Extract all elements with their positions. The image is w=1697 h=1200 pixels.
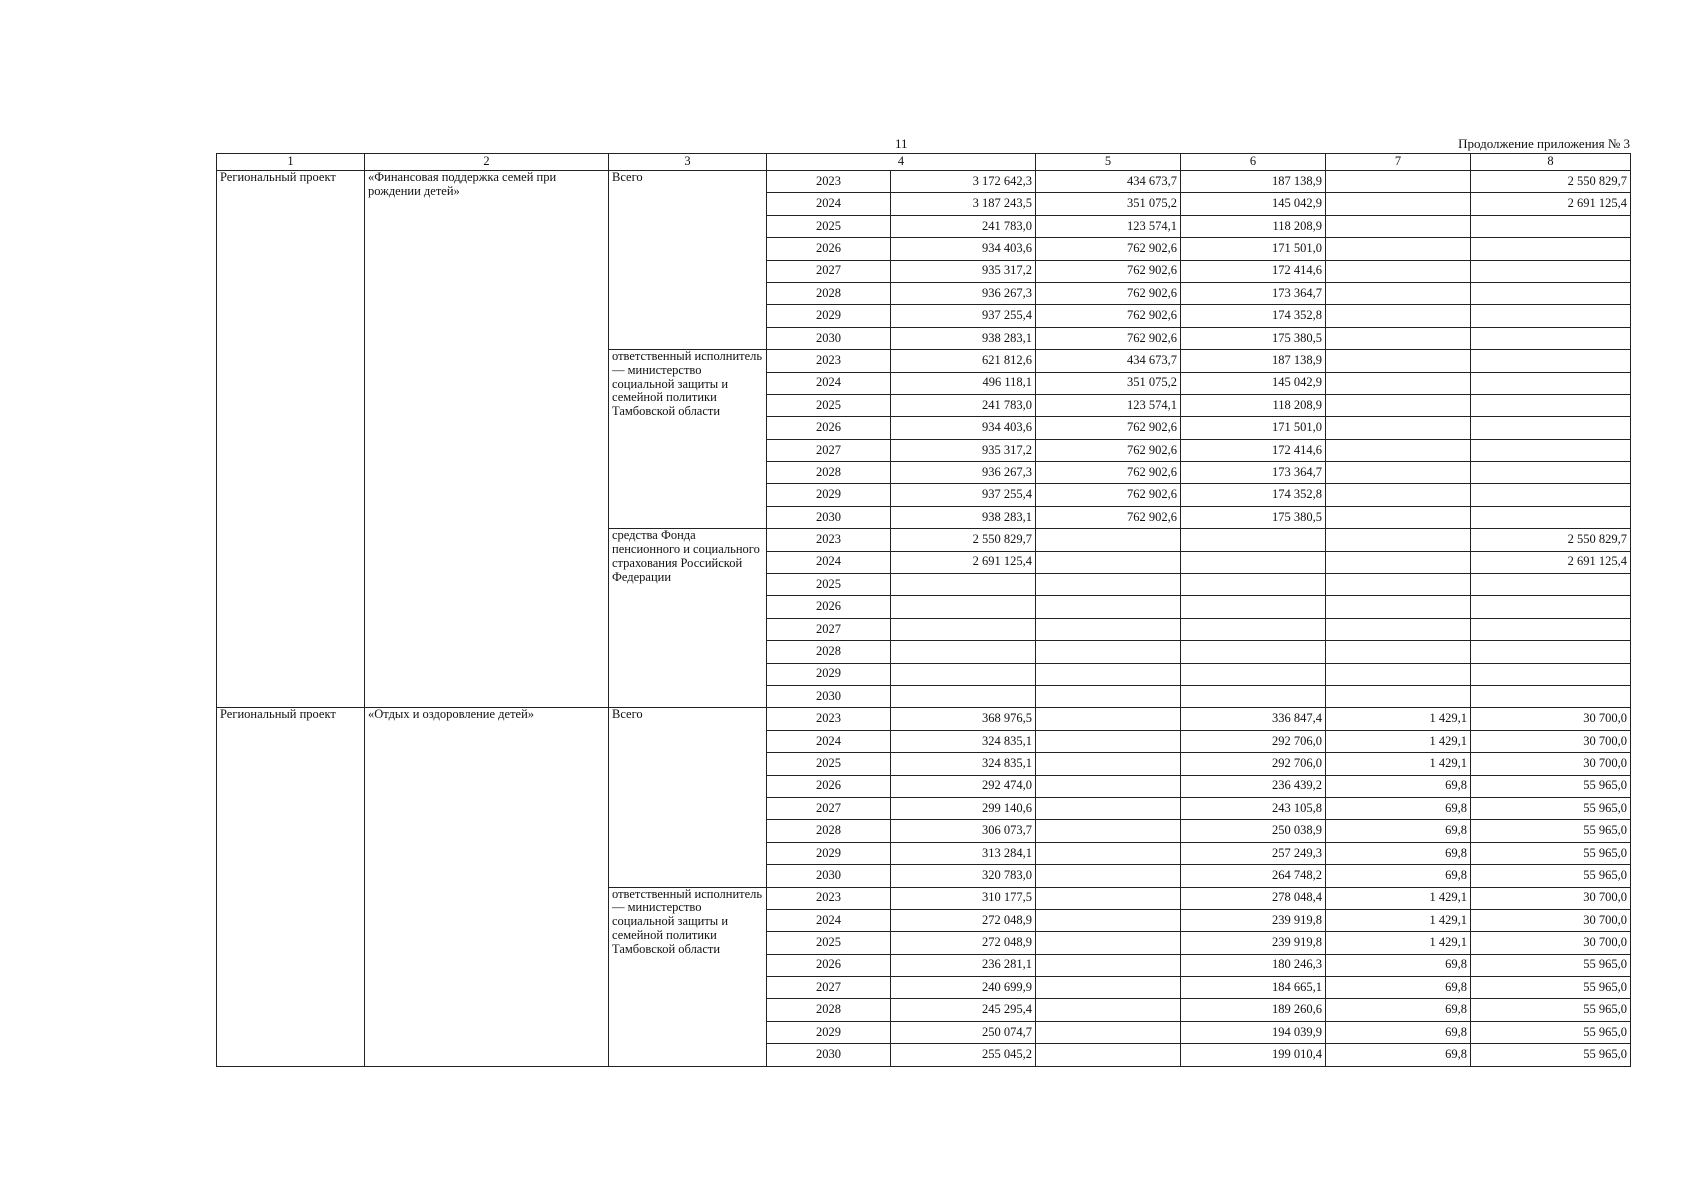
column-header: 2 — [365, 154, 609, 171]
column-header: 6 — [1181, 154, 1326, 171]
year-cell: 2027 — [767, 439, 891, 461]
other-amount-cell — [1471, 663, 1631, 685]
funding-source-cell: Всего — [609, 708, 767, 887]
year-cell: 2026 — [767, 596, 891, 618]
local-amount-cell — [1326, 641, 1471, 663]
total-amount-cell: 938 283,1 — [891, 327, 1036, 349]
funding-source-cell: ответственный исполнитель — министерство социальной защиты и семейной политики Тамбовской области — [609, 350, 767, 529]
funding-source-cell: Всего — [609, 171, 767, 350]
year-cell: 2027 — [767, 977, 891, 999]
year-cell: 2026 — [767, 417, 891, 439]
total-amount-cell: 272 048,9 — [891, 909, 1036, 931]
total-amount-cell: 3 187 243,5 — [891, 193, 1036, 215]
total-amount-cell: 935 317,2 — [891, 439, 1036, 461]
table-body — [217, 171, 1631, 1067]
federal-amount-cell: 351 075,2 — [1036, 193, 1181, 215]
regional-amount-cell: 187 138,9 — [1181, 350, 1326, 372]
year-cell: 2025 — [767, 932, 891, 954]
other-amount-cell: 55 965,0 — [1471, 820, 1631, 842]
total-amount-cell: 936 267,3 — [891, 282, 1036, 304]
year-cell: 2025 — [767, 574, 891, 596]
local-amount-cell — [1326, 171, 1471, 193]
column-header: 8 — [1471, 154, 1631, 171]
regional-amount-cell — [1181, 529, 1326, 551]
federal-amount-cell: 762 902,6 — [1036, 260, 1181, 282]
local-amount-cell: 1 429,1 — [1326, 708, 1471, 730]
local-amount-cell — [1326, 663, 1471, 685]
other-amount-cell — [1471, 327, 1631, 349]
regional-amount-cell: 336 847,4 — [1181, 708, 1326, 730]
other-amount-cell: 30 700,0 — [1471, 932, 1631, 954]
local-amount-cell — [1326, 282, 1471, 304]
regional-amount-cell: 118 208,9 — [1181, 394, 1326, 416]
table-row — [217, 708, 1631, 730]
year-cell: 2024 — [767, 372, 891, 394]
year-cell: 2029 — [767, 305, 891, 327]
year-cell: 2027 — [767, 797, 891, 819]
regional-amount-cell: 118 208,9 — [1181, 215, 1326, 237]
year-cell: 2028 — [767, 820, 891, 842]
total-amount-cell: 934 403,6 — [891, 238, 1036, 260]
regional-amount-cell: 173 364,7 — [1181, 462, 1326, 484]
year-cell: 2030 — [767, 327, 891, 349]
federal-amount-cell — [1036, 574, 1181, 596]
year-cell: 2024 — [767, 909, 891, 931]
other-amount-cell — [1471, 215, 1631, 237]
regional-amount-cell: 187 138,9 — [1181, 171, 1326, 193]
column-header: 4 — [767, 154, 1036, 171]
project-type-cell: Региональный проект — [217, 171, 365, 708]
other-amount-cell — [1471, 372, 1631, 394]
regional-amount-cell — [1181, 685, 1326, 707]
regional-amount-cell: 171 501,0 — [1181, 417, 1326, 439]
federal-amount-cell: 434 673,7 — [1036, 171, 1181, 193]
other-amount-cell: 30 700,0 — [1471, 887, 1631, 909]
regional-amount-cell — [1181, 551, 1326, 573]
federal-amount-cell — [1036, 865, 1181, 887]
regional-amount-cell: 189 260,6 — [1181, 999, 1326, 1021]
year-cell: 2030 — [767, 865, 891, 887]
year-cell: 2030 — [767, 1044, 891, 1066]
other-amount-cell: 55 965,0 — [1471, 775, 1631, 797]
federal-amount-cell — [1036, 1021, 1181, 1043]
total-amount-cell: 935 317,2 — [891, 260, 1036, 282]
total-amount-cell: 241 783,0 — [891, 215, 1036, 237]
local-amount-cell: 1 429,1 — [1326, 730, 1471, 752]
regional-amount-cell — [1181, 574, 1326, 596]
other-amount-cell: 55 965,0 — [1471, 797, 1631, 819]
other-amount-cell: 55 965,0 — [1471, 999, 1631, 1021]
federal-amount-cell: 762 902,6 — [1036, 506, 1181, 528]
column-number-row — [217, 154, 1631, 171]
year-cell: 2023 — [767, 708, 891, 730]
column-header: 3 — [609, 154, 767, 171]
federal-amount-cell: 762 902,6 — [1036, 238, 1181, 260]
regional-amount-cell: 243 105,8 — [1181, 797, 1326, 819]
federal-amount-cell — [1036, 730, 1181, 752]
year-cell: 2030 — [767, 506, 891, 528]
regional-amount-cell: 145 042,9 — [1181, 193, 1326, 215]
total-amount-cell: 310 177,5 — [891, 887, 1036, 909]
regional-amount-cell: 174 352,8 — [1181, 484, 1326, 506]
local-amount-cell — [1326, 506, 1471, 528]
total-amount-cell: 934 403,6 — [891, 417, 1036, 439]
regional-amount-cell — [1181, 596, 1326, 618]
column-header: 1 — [217, 154, 365, 171]
year-cell: 2030 — [767, 685, 891, 707]
federal-amount-cell — [1036, 618, 1181, 640]
federal-amount-cell: 434 673,7 — [1036, 350, 1181, 372]
other-amount-cell: 30 700,0 — [1471, 708, 1631, 730]
regional-amount-cell — [1181, 663, 1326, 685]
total-amount-cell: 2 550 829,7 — [891, 529, 1036, 551]
year-cell: 2025 — [767, 215, 891, 237]
other-amount-cell — [1471, 641, 1631, 663]
year-cell: 2027 — [767, 260, 891, 282]
other-amount-cell: 55 965,0 — [1471, 842, 1631, 864]
other-amount-cell: 55 965,0 — [1471, 1021, 1631, 1043]
federal-amount-cell: 762 902,6 — [1036, 462, 1181, 484]
year-cell: 2023 — [767, 529, 891, 551]
project-name-cell: «Финансовая поддержка семей при рождении детей» — [365, 171, 609, 708]
local-amount-cell — [1326, 529, 1471, 551]
other-amount-cell — [1471, 618, 1631, 640]
regional-amount-cell: 257 249,3 — [1181, 842, 1326, 864]
federal-amount-cell: 123 574,1 — [1036, 394, 1181, 416]
local-amount-cell: 1 429,1 — [1326, 753, 1471, 775]
total-amount-cell: 299 140,6 — [891, 797, 1036, 819]
total-amount-cell: 313 284,1 — [891, 842, 1036, 864]
total-amount-cell: 324 835,1 — [891, 730, 1036, 752]
local-amount-cell — [1326, 305, 1471, 327]
local-amount-cell — [1326, 551, 1471, 573]
local-amount-cell: 69,8 — [1326, 775, 1471, 797]
project-type-cell: Региональный проект — [217, 708, 365, 1066]
regional-amount-cell: 175 380,5 — [1181, 506, 1326, 528]
other-amount-cell — [1471, 417, 1631, 439]
federal-amount-cell — [1036, 775, 1181, 797]
year-cell: 2027 — [767, 618, 891, 640]
year-cell: 2025 — [767, 753, 891, 775]
total-amount-cell: 937 255,4 — [891, 305, 1036, 327]
federal-amount-cell — [1036, 797, 1181, 819]
federal-amount-cell — [1036, 529, 1181, 551]
other-amount-cell — [1471, 596, 1631, 618]
table-row — [217, 171, 1631, 193]
other-amount-cell — [1471, 282, 1631, 304]
year-cell: 2024 — [767, 730, 891, 752]
continuation-note: Продолжение приложения № 3 — [1458, 136, 1630, 151]
year-cell: 2026 — [767, 238, 891, 260]
local-amount-cell: 69,8 — [1326, 820, 1471, 842]
total-amount-cell — [891, 663, 1036, 685]
other-amount-cell — [1471, 260, 1631, 282]
regional-amount-cell: 292 706,0 — [1181, 753, 1326, 775]
year-cell: 2029 — [767, 484, 891, 506]
local-amount-cell — [1326, 394, 1471, 416]
federal-amount-cell: 762 902,6 — [1036, 417, 1181, 439]
other-amount-cell: 2 691 125,4 — [1471, 193, 1631, 215]
local-amount-cell — [1326, 574, 1471, 596]
other-amount-cell: 2 691 125,4 — [1471, 551, 1631, 573]
year-cell: 2028 — [767, 641, 891, 663]
local-amount-cell: 1 429,1 — [1326, 932, 1471, 954]
total-amount-cell: 368 976,5 — [891, 708, 1036, 730]
total-amount-cell — [891, 641, 1036, 663]
other-amount-cell — [1471, 462, 1631, 484]
local-amount-cell: 69,8 — [1326, 842, 1471, 864]
other-amount-cell: 30 700,0 — [1471, 909, 1631, 931]
regional-amount-cell: 174 352,8 — [1181, 305, 1326, 327]
total-amount-cell: 255 045,2 — [891, 1044, 1036, 1066]
federal-amount-cell: 762 902,6 — [1036, 484, 1181, 506]
other-amount-cell — [1471, 350, 1631, 372]
total-amount-cell — [891, 618, 1036, 640]
other-amount-cell — [1471, 305, 1631, 327]
other-amount-cell — [1471, 574, 1631, 596]
federal-amount-cell — [1036, 909, 1181, 931]
federal-amount-cell: 123 574,1 — [1036, 215, 1181, 237]
local-amount-cell — [1326, 215, 1471, 237]
regional-amount-cell: 145 042,9 — [1181, 372, 1326, 394]
federal-amount-cell: 762 902,6 — [1036, 327, 1181, 349]
other-amount-cell: 30 700,0 — [1471, 753, 1631, 775]
local-amount-cell — [1326, 439, 1471, 461]
year-cell: 2024 — [767, 551, 891, 573]
other-amount-cell: 55 965,0 — [1471, 977, 1631, 999]
local-amount-cell — [1326, 596, 1471, 618]
other-amount-cell: 2 550 829,7 — [1471, 529, 1631, 551]
federal-amount-cell: 762 902,6 — [1036, 305, 1181, 327]
year-cell: 2024 — [767, 193, 891, 215]
other-amount-cell — [1471, 238, 1631, 260]
federal-amount-cell — [1036, 551, 1181, 573]
year-cell: 2023 — [767, 887, 891, 909]
other-amount-cell — [1471, 439, 1631, 461]
project-name-cell: «Отдых и оздоровление детей» — [365, 708, 609, 1066]
federal-amount-cell — [1036, 596, 1181, 618]
local-amount-cell — [1326, 260, 1471, 282]
federal-amount-cell — [1036, 954, 1181, 976]
local-amount-cell — [1326, 462, 1471, 484]
year-cell: 2028 — [767, 282, 891, 304]
regional-amount-cell: 184 665,1 — [1181, 977, 1326, 999]
total-amount-cell: 306 073,7 — [891, 820, 1036, 842]
federal-amount-cell — [1036, 842, 1181, 864]
total-amount-cell: 245 295,4 — [891, 999, 1036, 1021]
total-amount-cell: 236 281,1 — [891, 954, 1036, 976]
local-amount-cell — [1326, 372, 1471, 394]
federal-amount-cell — [1036, 887, 1181, 909]
other-amount-cell: 2 550 829,7 — [1471, 171, 1631, 193]
local-amount-cell — [1326, 484, 1471, 506]
federal-amount-cell: 351 075,2 — [1036, 372, 1181, 394]
regional-amount-cell: 264 748,2 — [1181, 865, 1326, 887]
year-cell: 2023 — [767, 350, 891, 372]
local-amount-cell: 69,8 — [1326, 865, 1471, 887]
regional-amount-cell: 180 246,3 — [1181, 954, 1326, 976]
regional-amount-cell: 239 919,8 — [1181, 909, 1326, 931]
year-cell: 2028 — [767, 999, 891, 1021]
regional-amount-cell: 194 039,9 — [1181, 1021, 1326, 1043]
year-cell: 2028 — [767, 462, 891, 484]
regional-amount-cell: 172 414,6 — [1181, 260, 1326, 282]
local-amount-cell: 69,8 — [1326, 954, 1471, 976]
column-header: 7 — [1326, 154, 1471, 171]
federal-amount-cell — [1036, 663, 1181, 685]
federal-amount-cell: 762 902,6 — [1036, 282, 1181, 304]
total-amount-cell: 938 283,1 — [891, 506, 1036, 528]
total-amount-cell: 292 474,0 — [891, 775, 1036, 797]
regional-amount-cell: 199 010,4 — [1181, 1044, 1326, 1066]
other-amount-cell: 30 700,0 — [1471, 730, 1631, 752]
federal-amount-cell — [1036, 753, 1181, 775]
regional-amount-cell: 171 501,0 — [1181, 238, 1326, 260]
regional-amount-cell: 239 919,8 — [1181, 932, 1326, 954]
other-amount-cell: 55 965,0 — [1471, 865, 1631, 887]
year-cell: 2023 — [767, 171, 891, 193]
other-amount-cell: 55 965,0 — [1471, 1044, 1631, 1066]
page-number: 11 — [895, 136, 908, 151]
other-amount-cell — [1471, 685, 1631, 707]
local-amount-cell: 1 429,1 — [1326, 887, 1471, 909]
funding-source-cell: ответственный исполнитель — министерство социальной защиты и семейной политики Тамбовской области — [609, 887, 767, 1066]
federal-amount-cell — [1036, 641, 1181, 663]
other-amount-cell — [1471, 394, 1631, 416]
local-amount-cell — [1326, 685, 1471, 707]
federal-amount-cell — [1036, 685, 1181, 707]
budget-table — [216, 153, 1631, 1067]
total-amount-cell: 3 172 642,3 — [891, 171, 1036, 193]
year-cell: 2025 — [767, 394, 891, 416]
total-amount-cell: 241 783,0 — [891, 394, 1036, 416]
column-header: 5 — [1036, 154, 1181, 171]
total-amount-cell — [891, 596, 1036, 618]
regional-amount-cell: 172 414,6 — [1181, 439, 1326, 461]
local-amount-cell: 1 429,1 — [1326, 909, 1471, 931]
federal-amount-cell — [1036, 1044, 1181, 1066]
local-amount-cell: 69,8 — [1326, 999, 1471, 1021]
federal-amount-cell — [1036, 999, 1181, 1021]
local-amount-cell: 69,8 — [1326, 797, 1471, 819]
total-amount-cell: 324 835,1 — [891, 753, 1036, 775]
local-amount-cell — [1326, 193, 1471, 215]
local-amount-cell — [1326, 618, 1471, 640]
local-amount-cell — [1326, 327, 1471, 349]
local-amount-cell: 69,8 — [1326, 977, 1471, 999]
regional-amount-cell: 175 380,5 — [1181, 327, 1326, 349]
total-amount-cell: 2 691 125,4 — [891, 551, 1036, 573]
other-amount-cell — [1471, 484, 1631, 506]
local-amount-cell: 69,8 — [1326, 1021, 1471, 1043]
total-amount-cell: 272 048,9 — [891, 932, 1036, 954]
regional-amount-cell — [1181, 618, 1326, 640]
regional-amount-cell: 236 439,2 — [1181, 775, 1326, 797]
total-amount-cell: 250 074,7 — [891, 1021, 1036, 1043]
local-amount-cell: 69,8 — [1326, 1044, 1471, 1066]
regional-amount-cell: 173 364,7 — [1181, 282, 1326, 304]
year-cell: 2026 — [767, 775, 891, 797]
total-amount-cell — [891, 574, 1036, 596]
total-amount-cell: 320 783,0 — [891, 865, 1036, 887]
total-amount-cell: 496 118,1 — [891, 372, 1036, 394]
local-amount-cell — [1326, 350, 1471, 372]
federal-amount-cell — [1036, 932, 1181, 954]
funding-source-cell: средства Фонда пенсионного и социального страхования Российской Федерации — [609, 529, 767, 708]
year-cell: 2029 — [767, 842, 891, 864]
other-amount-cell — [1471, 506, 1631, 528]
federal-amount-cell: 762 902,6 — [1036, 439, 1181, 461]
year-cell: 2029 — [767, 1021, 891, 1043]
other-amount-cell: 55 965,0 — [1471, 954, 1631, 976]
federal-amount-cell — [1036, 977, 1181, 999]
year-cell: 2026 — [767, 954, 891, 976]
total-amount-cell — [891, 685, 1036, 707]
year-cell: 2029 — [767, 663, 891, 685]
regional-amount-cell: 278 048,4 — [1181, 887, 1326, 909]
local-amount-cell — [1326, 417, 1471, 439]
total-amount-cell: 240 699,9 — [891, 977, 1036, 999]
total-amount-cell: 937 255,4 — [891, 484, 1036, 506]
local-amount-cell — [1326, 238, 1471, 260]
regional-amount-cell — [1181, 641, 1326, 663]
federal-amount-cell — [1036, 708, 1181, 730]
regional-amount-cell: 250 038,9 — [1181, 820, 1326, 842]
total-amount-cell: 936 267,3 — [891, 462, 1036, 484]
total-amount-cell: 621 812,6 — [891, 350, 1036, 372]
regional-amount-cell: 292 706,0 — [1181, 730, 1326, 752]
federal-amount-cell — [1036, 820, 1181, 842]
